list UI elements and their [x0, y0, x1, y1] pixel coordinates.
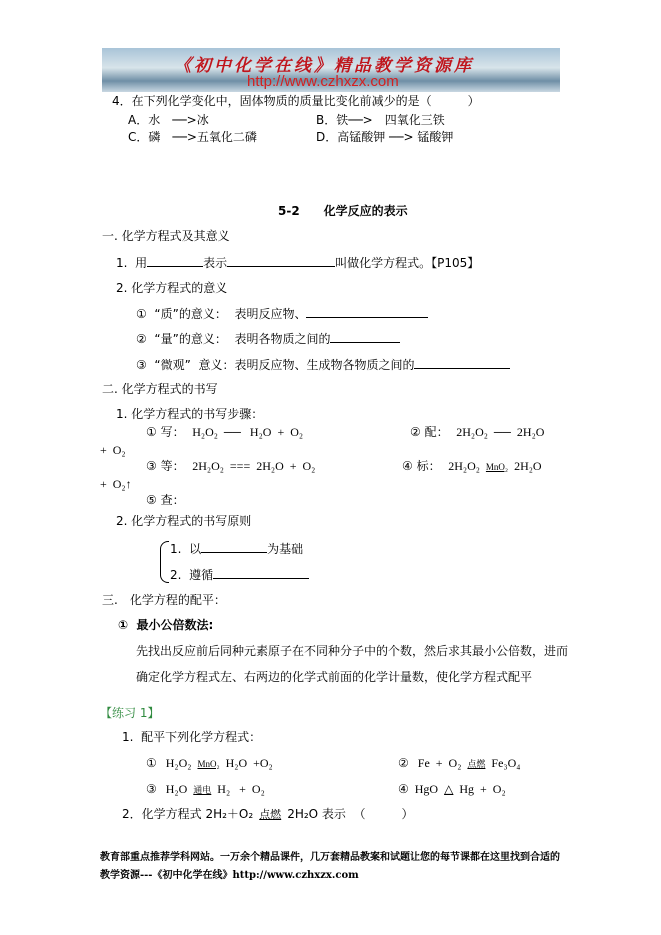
- equation-2: ② Fe + O₂ 点燃 Fe₃O₄: [398, 756, 521, 770]
- definition-line: 1. 用 表示 叫做化学方程式。【P105】: [116, 256, 480, 270]
- section-1-heading: 一. 化学方程式及其意义: [102, 229, 230, 243]
- option-c: C．磷 ──>五氧化二磷: [128, 130, 257, 144]
- equation-4: ④ HgO △ Hg + O₂: [398, 782, 506, 796]
- method-para-2: 确定化学方程式左、右两边的化学式前面的化学计量数，使化学方程式配平: [136, 670, 533, 684]
- step-equal: ③ 等： 2H₂O₂ === 2H₂O + O₂: [146, 459, 316, 473]
- footer-line-2: 教学资源---《初中化学在线》http://www.czhxzx.com: [100, 870, 359, 881]
- step-mark: ④ 标： 2H₂O₂ MnO₂ 2H₂O: [402, 459, 542, 473]
- meaning-heading: 2. 化学方程式的意义: [116, 281, 228, 295]
- meaning-micro: ③ “微观” 意义：表明反应物、生成物各物质之间的: [136, 356, 510, 373]
- equation-3: ③ H₂O 通电 H₂ + O₂: [146, 782, 265, 796]
- step-write: ① 写： H₂O₂ ── H₂O + O₂: [146, 425, 304, 439]
- practice-q2: 2．化学方程式 2H₂＋O₂ 点燃 2H₂O 表示 （ ）: [122, 807, 414, 821]
- meaning-quantity: ② “量”的意义： 表明各物质之间的: [136, 330, 400, 347]
- step-check: ⑤ 查：: [146, 493, 185, 507]
- principle-1: 1. 以 为基础: [170, 542, 304, 556]
- writing-principles-heading: 2. 化学方程式的书写原则: [116, 514, 252, 528]
- practice-label: 【练习 1】: [100, 706, 160, 720]
- step-balance-cont: + O₂: [100, 443, 126, 457]
- principle-2: 2. 遵循: [170, 566, 309, 583]
- lcm-method-heading: ① 最小公倍数法:: [118, 618, 214, 632]
- banner-title: 《初中化学在线》精品教学资源库: [174, 56, 474, 76]
- section-3-heading: 三. 化学方程的配平：: [102, 593, 226, 607]
- step-balance: ② 配： 2H₂O₂ ── 2H₂O: [410, 425, 545, 439]
- meaning-quality: ① “质”的意义： 表明反应物、: [136, 305, 428, 322]
- option-a: A．水 ──>冰: [128, 113, 209, 127]
- step-mark-cont: + O₂↑: [100, 477, 132, 491]
- banner-url: http://www.czhxzx.com: [247, 73, 399, 90]
- section-title: 5-2 化学反应的表示: [278, 204, 408, 218]
- footer-line-1: 教育部重点推荐学科网站。一万余个精品课件，几万套精品教案和试题让您的每节课都在这里找到合适的: [100, 852, 560, 863]
- practice-q1: 1. 配平下列化学方程式：: [122, 730, 262, 744]
- method-para-1: 先找出反应前后同种元素原子在不同种分子中的个数，然后求其最小公倍数，进而: [136, 644, 569, 658]
- brace: [160, 541, 169, 583]
- section-2-heading: 二. 化学方程式的书写: [102, 382, 218, 396]
- question-4: 4．在下列化学变化中，固体物质的质量比变化前减少的是（ ）: [112, 94, 480, 108]
- option-b: B．铁──> 四氧化三铁: [316, 113, 445, 127]
- header-banner: [102, 48, 560, 92]
- equation-1: ① H₂O₂ MnO₂ H₂O +O₂: [146, 756, 273, 770]
- option-d: D．高锰酸钾 ──> 锰酸钾: [316, 130, 454, 144]
- writing-steps-heading: 1. 化学方程式的书写步骤：: [116, 407, 264, 421]
